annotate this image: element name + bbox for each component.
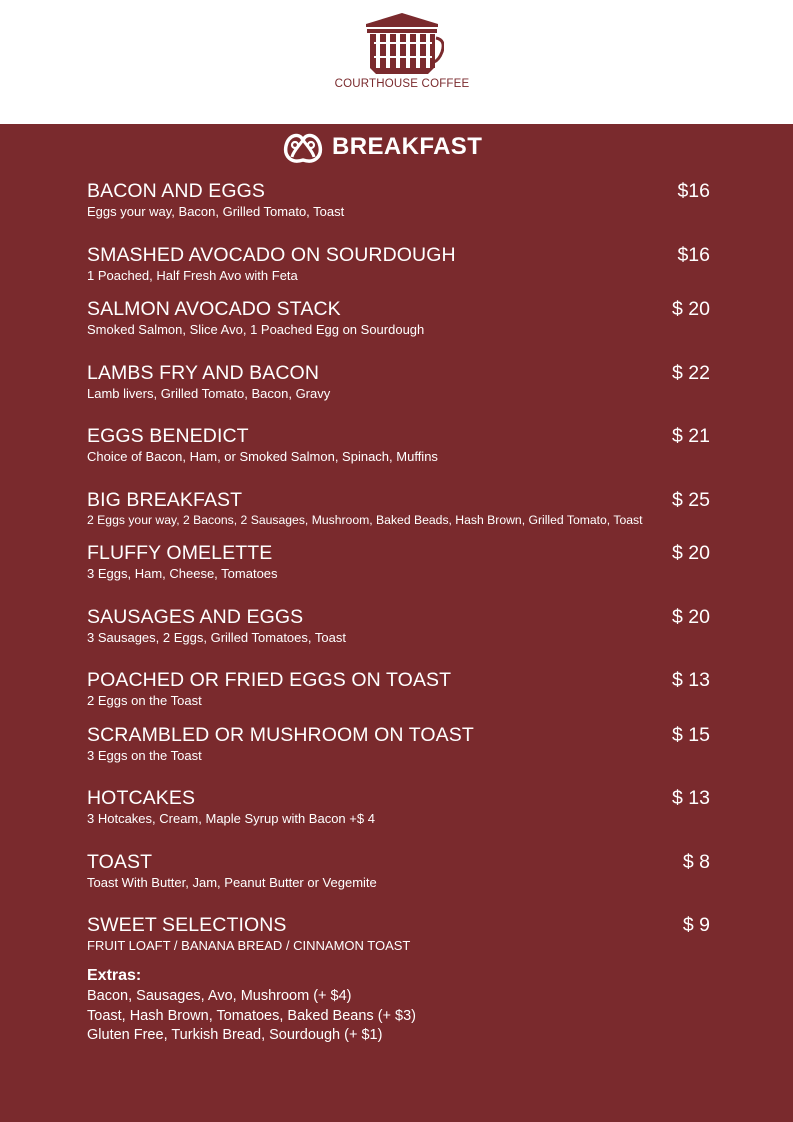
extras-line: Gluten Free, Turkish Bread, Sourdough (+ $1) — [87, 1027, 383, 1043]
item-price: $ 21 — [672, 425, 710, 447]
extras-line: Bacon, Sausages, Avo, Mushroom (+ $4) — [87, 988, 352, 1004]
item-name: POACHED OR FRIED EGGS ON TOAST — [87, 669, 452, 691]
item-description: 2 Eggs your way, 2 Bacons, 2 Sausages, Mushroom, Baked Beads, Hash Brown, Grilled Tomato, Toast — [87, 513, 643, 527]
item-price: $16 — [677, 180, 710, 202]
menu-item — [87, 606, 710, 650]
item-price: $ 20 — [672, 606, 710, 628]
menu-item — [87, 787, 710, 831]
menu-item — [87, 425, 710, 469]
item-name: BIG BREAKFAST — [87, 489, 243, 511]
item-name: SWEET SELECTIONS — [87, 914, 287, 936]
menu-item — [87, 180, 710, 224]
item-name: SALMON AVOCADO STACK — [87, 298, 341, 320]
extras-section — [87, 967, 710, 1047]
item-name: FLUFFY OMELETTE — [87, 542, 273, 564]
item-description: Lamb livers, Grilled Tomato, Bacon, Gravy — [87, 386, 331, 401]
item-description: 3 Eggs, Ham, Cheese, Tomatoes — [87, 566, 278, 581]
item-description: Eggs your way, Bacon, Grilled Tomato, Toast — [87, 204, 345, 219]
section-title: BREAKFAST — [332, 133, 483, 160]
item-name: SMASHED AVOCADO ON SOURDOUGH — [87, 244, 456, 266]
item-name: HOTCAKES — [87, 787, 196, 809]
item-name: BACON AND EGGS — [87, 180, 266, 202]
item-price: $ 22 — [672, 362, 710, 384]
menu-item — [87, 298, 710, 342]
menu-item — [87, 669, 710, 713]
brand-name: COURTHOUSE COFFEE — [334, 78, 470, 90]
item-description: 1 Poached, Half Fresh Avo with Feta — [87, 268, 298, 283]
item-description: 3 Sausages, 2 Eggs, Grilled Tomatoes, Toast — [87, 630, 346, 645]
item-price: $ 9 — [682, 914, 710, 936]
section-header — [283, 130, 482, 164]
item-description: Choice of Bacon, Ham, or Smoked Salmon, Spinach, Muffins — [87, 449, 438, 464]
pretzel-icon — [283, 130, 323, 164]
item-description: Toast With Butter, Jam, Peanut Butter or Vegemite — [87, 875, 377, 890]
menu-item — [87, 244, 710, 288]
item-price: $ 15 — [672, 724, 710, 746]
item-description: 2 Eggs on the Toast — [87, 693, 202, 708]
item-description: 3 Eggs on the Toast — [87, 748, 202, 763]
item-name: EGGS BENEDICT — [87, 425, 249, 447]
item-description: FRUIT LOAFT / BANANA BREAD / CINNAMON TOAST — [87, 938, 411, 953]
menu-item — [87, 542, 710, 586]
item-price: $ 25 — [672, 489, 710, 511]
item-description: 3 Hotcakes, Cream, Maple Syrup with Bacon +$ 4 — [87, 811, 375, 826]
extras-line: Toast, Hash Brown, Tomatoes, Baked Beans (+ $3) — [87, 1007, 416, 1024]
item-price: $ 20 — [672, 298, 710, 320]
courthouse-cup-logo-icon — [362, 12, 444, 76]
menu-item — [87, 851, 710, 895]
breakfast-menu — [0, 124, 793, 1122]
menu-item — [87, 724, 710, 768]
item-price: $ 8 — [682, 851, 710, 873]
item-name: SCRAMBLED OR MUSHROOM ON TOAST — [87, 724, 474, 746]
courthouse-coffee-logo — [326, 12, 478, 92]
item-price: $ 20 — [672, 542, 710, 564]
menu-item — [87, 914, 710, 958]
header — [0, 0, 793, 124]
item-name: LAMBS FRY AND BACON — [87, 362, 319, 384]
item-price: $16 — [677, 244, 710, 266]
item-price: $ 13 — [672, 669, 710, 691]
item-price: $ 13 — [672, 787, 710, 809]
item-name: TOAST — [87, 851, 153, 873]
menu-item — [87, 489, 710, 533]
item-name: SAUSAGES AND EGGS — [87, 606, 304, 628]
extras-title: Extras: — [87, 967, 142, 984]
item-description: Smoked Salmon, Slice Avo, 1 Poached Egg on Sourdough — [87, 322, 425, 337]
menu-item — [87, 362, 710, 406]
